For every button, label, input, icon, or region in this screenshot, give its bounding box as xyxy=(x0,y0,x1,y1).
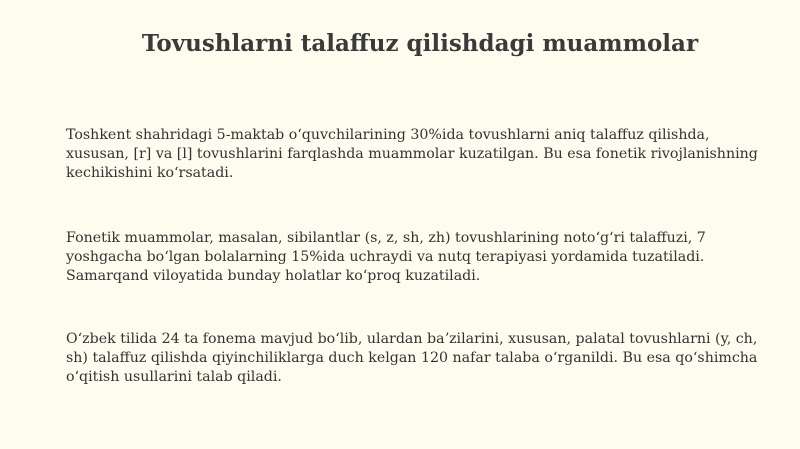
paragraph-1: Toshkent shahridagi 5-maktab oʻquvchilarining 30%ida tovushlarni aniq talaffuz qilishda, xususan, [r] va [l] tovushlarini farqlashda muammolar kuzatilgan. Bu esa fonetik rivojlanishning kechikishini koʻrsatadi. xyxy=(66,127,758,181)
slide-title: Tovushlarni talaffuz qilishdagi muammolar xyxy=(141,30,699,57)
paragraph-2: Fonetik muammolar, masalan, sibilantlar (s, z, sh, zh) tovushlarining notoʻgʻri talaffuzi, 7 yoshgacha boʻlgan bolalarning 15%ida uchraydi va nutq terapiyasi yordamida tuzatiladi. Samarqand viloyatida bunday holatlar koʻproq kuzatiladi. xyxy=(66,230,706,284)
paragraph-3: Oʻzbek tilida 24 ta fonema mavjud boʻlib, ulardan baʼzilarini, xususan, palatal tovushlarni (y, ch, sh) talaffuz qilishda qiyinchiliklarga duch kelgan 120 nafar talaba oʻrganildi. Bu esa qoʻshimcha oʻqitish usullarini talab qiladi. xyxy=(66,331,758,385)
